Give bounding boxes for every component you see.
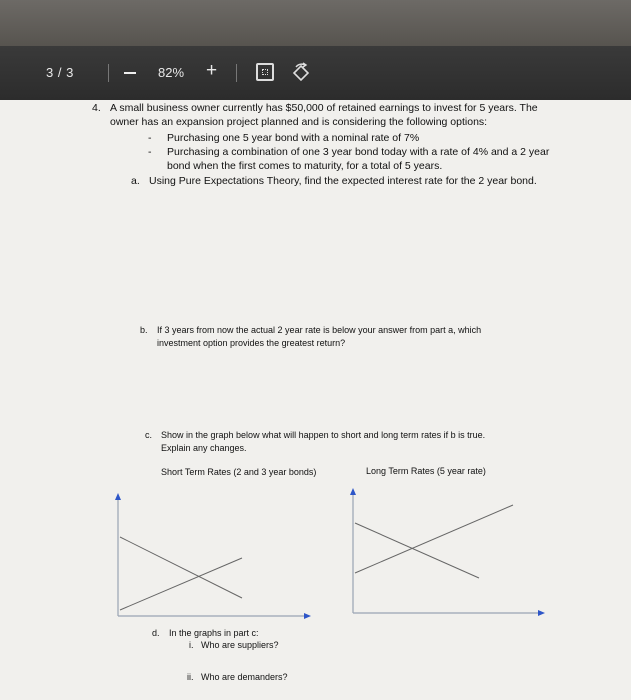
x-axis-arrow: [304, 613, 311, 619]
demand-curve: [355, 523, 479, 578]
zoom-in-button[interactable]: +: [206, 60, 218, 81]
part-c-label: c.: [145, 430, 153, 440]
demand-curve: [120, 537, 242, 598]
fit-page-icon[interactable]: [256, 63, 274, 81]
part-d-text: In the graphs in part c:: [169, 628, 259, 638]
part-b-line2: investment option provides the greatest return?: [157, 338, 346, 348]
toolbar-divider: [236, 64, 237, 82]
part-d-ii-label: ii.: [187, 672, 194, 682]
short-term-supply-demand-graph: [110, 490, 315, 620]
page-indicator: 3 / 3: [46, 65, 74, 80]
y-axis-arrow: [350, 488, 356, 495]
question-intro-line2: owner has an expansion project planned and is considering the following options:: [110, 116, 488, 128]
long-term-supply-demand-graph: [345, 485, 555, 620]
zoom-level: 82%: [158, 65, 185, 80]
option-1-text: Purchasing one 5 year bond with a nominal rate of 7%: [167, 132, 420, 144]
toolbar-divider: [108, 64, 109, 82]
graph-long-term-title: Long Term Rates (5 year rate): [366, 466, 486, 476]
question-number: 4.: [92, 102, 101, 114]
part-d-i-text: Who are suppliers?: [201, 640, 279, 650]
option-2-line2: bond when the first comes to maturity, for a total of 5 years.: [167, 160, 443, 172]
supply-curve: [355, 505, 513, 573]
screen-bezel: [0, 0, 631, 46]
part-d-label: d.: [152, 628, 160, 638]
part-d-i-label: i.: [189, 640, 194, 650]
part-c-line1: Show in the graph below what will happen to short and long term rates if b is true.: [161, 430, 486, 440]
part-a-label: a.: [131, 175, 140, 187]
question-intro-line1: A small business owner currently has $50,000 of retained earnings to invest for 5 years. The: [110, 102, 538, 114]
option-bullet: -: [148, 132, 152, 144]
part-b-label: b.: [140, 325, 148, 335]
part-b-line1: If 3 years from now the actual 2 year rate is below your answer from part a, which: [157, 325, 482, 335]
rotate-icon[interactable]: [290, 62, 312, 84]
y-axis-arrow: [115, 493, 121, 500]
part-c-line2: Explain any changes.: [161, 443, 247, 453]
pdf-toolbar: [0, 46, 631, 100]
option-2-line1: Purchasing a combination of one 3 year bond today with a rate of 4% and a 2 year: [167, 146, 550, 158]
document-page: [0, 100, 631, 700]
supply-curve: [120, 558, 242, 610]
graph-short-term-title: Short Term Rates (2 and 3 year bonds): [161, 467, 317, 477]
zoom-out-icon[interactable]: [124, 72, 136, 74]
part-a-text: Using Pure Expectations Theory, find the expected interest rate for the 2 year bond.: [149, 175, 537, 187]
option-bullet: -: [148, 146, 152, 158]
part-d-ii-text: Who are demanders?: [201, 672, 288, 682]
x-axis-arrow: [538, 610, 545, 616]
